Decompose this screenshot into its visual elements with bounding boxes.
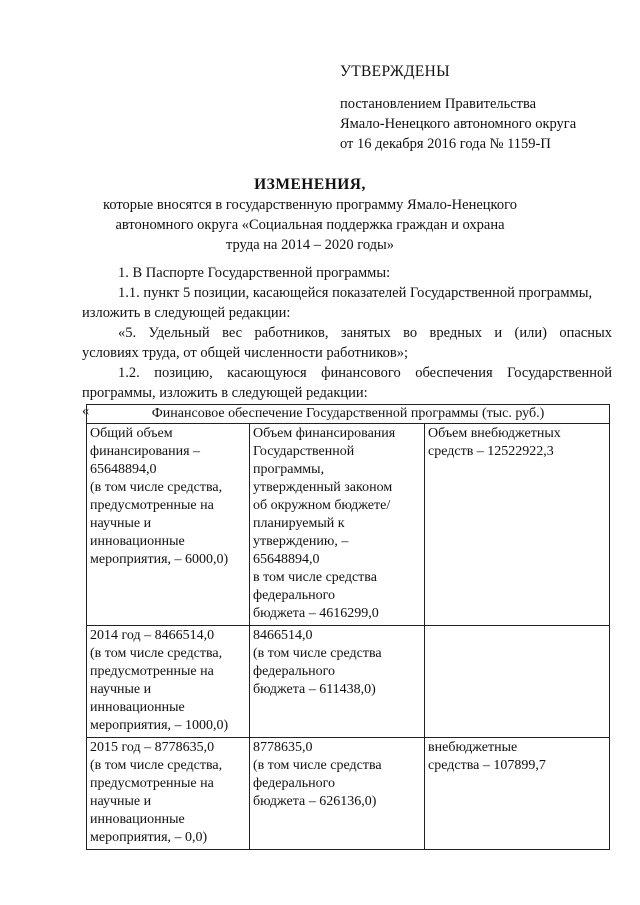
cell-line: инновационные	[90, 534, 185, 549]
paragraph-3-line-1: «5. Удельный вес работников, занятых во вредных и (или) опасных	[118, 325, 612, 341]
program-volume-cell	[250, 424, 425, 626]
approval-line: постановлением Правительства	[340, 96, 537, 112]
cell-line: инновационные	[90, 812, 185, 827]
cell-line: утверждению, –	[253, 534, 349, 549]
cell-line: (в том числе средства	[253, 758, 382, 773]
cell-line: Государственной	[253, 444, 355, 459]
paragraph-2-line-1: 1.1. пункт 5 позиции, касающейся показателей Государственной программы,	[118, 285, 593, 301]
document-title	[100, 175, 520, 255]
cell-line: научные и	[90, 682, 152, 697]
cell-line: мероприятия, – 6000,0)	[90, 552, 229, 567]
year-2015-extrabudget-cell	[425, 738, 610, 850]
cell-line: федерального	[253, 664, 336, 679]
opening-quote: «	[82, 403, 90, 419]
title-line: труда на 2014 – 2020 годы»	[225, 237, 395, 253]
paragraph-4-line-1: 1.2. позицию, касающуюся финансового обеспечения Государственной	[118, 365, 612, 381]
cell-line: инновационные	[90, 700, 185, 715]
cell-line: предусмотренные на	[90, 498, 214, 513]
approval-block	[340, 62, 620, 154]
year-2014-extrabudget-cell	[425, 626, 610, 738]
cell-line: бюджета – 4616299,0	[253, 606, 379, 621]
cell-line: (в том числе средства,	[90, 480, 223, 495]
cell-line: бюджета – 626136,0)	[253, 794, 377, 809]
cell-line: планируемый к	[253, 516, 345, 531]
table-row	[87, 738, 610, 850]
table-row	[87, 626, 610, 738]
cell-line: Объем внебюджетных	[428, 426, 561, 441]
cell-line: об окружном бюджете/	[253, 498, 391, 513]
cell-line: федерального	[253, 588, 336, 603]
year-2014-cell	[87, 626, 250, 738]
year-2015-cell	[87, 738, 250, 850]
cell-line: (в том числе средства,	[90, 758, 223, 773]
financing-table	[86, 404, 610, 850]
total-cell	[87, 424, 250, 626]
cell-line: предусмотренные на	[90, 776, 214, 791]
cell-line: мероприятия, – 0,0)	[90, 830, 208, 845]
cell-line: бюджета – 611438,0)	[253, 682, 376, 697]
cell-line: 8778635,0	[253, 740, 313, 755]
cell-line: 65648894,0	[90, 462, 157, 477]
cell-line: (в том числе средства,	[90, 646, 223, 661]
paragraph-4-line-2: программы, изложить в следующей редакции:	[82, 385, 368, 401]
cell-line: мероприятия, – 1000,0)	[90, 718, 229, 733]
paragraph-1: 1. В Паспорте Государственной программы:	[118, 265, 391, 281]
table-row	[87, 424, 610, 626]
cell-line: (в том числе средства	[253, 646, 382, 661]
cell-line: предусмотренные на	[90, 664, 214, 679]
approval-heading: УТВЕРЖДЕНЫ	[340, 63, 450, 80]
cell-line: финансирования –	[90, 444, 201, 459]
table-header: Финансовое обеспечение Государственной программы (тыс. руб.)	[87, 405, 610, 424]
approval-line: Ямало-Ненецкого автономного округа	[340, 116, 577, 132]
year-2015-volume-cell	[250, 738, 425, 850]
cell-line: федерального	[253, 776, 336, 791]
cell-line: 2015 год – 8778635,0	[90, 740, 215, 755]
cell-line: 2014 год – 8466514,0	[90, 628, 215, 643]
paragraph-2-line-2: изложить в следующей редакции:	[82, 305, 291, 321]
cell-line: 65648894,0	[253, 552, 320, 567]
cell-line: в том числе средства	[253, 570, 377, 585]
cell-line: Общий объем	[90, 426, 173, 441]
extrabudget-cell	[425, 424, 610, 626]
title-line: которые вносятся в государственную программу Ямало-Ненецкого	[103, 197, 517, 213]
cell-line: научные и	[90, 794, 152, 809]
cell-line: 8466514,0	[253, 628, 313, 643]
paragraph-3-line-2: условиях труда, от общей численности работников»;	[82, 345, 409, 361]
cell-line: научные и	[90, 516, 152, 531]
cell-line: средств – 12522922,3	[428, 444, 554, 459]
document-body	[82, 263, 612, 419]
cell-line: внебюджетные	[428, 740, 518, 755]
title-line: автономного округа «Социальная поддержка граждан и охрана	[115, 217, 505, 233]
cell-line: Объем финансирования	[253, 426, 396, 441]
cell-line: программы,	[253, 462, 325, 477]
title-main: ИЗМЕНЕНИЯ,	[254, 176, 366, 193]
cell-line: средства – 107899,7	[428, 758, 546, 773]
approval-line: от 16 декабря 2016 года № 1159-П	[340, 136, 551, 152]
cell-line: утвержденный законом	[253, 480, 393, 495]
year-2014-volume-cell	[250, 626, 425, 738]
